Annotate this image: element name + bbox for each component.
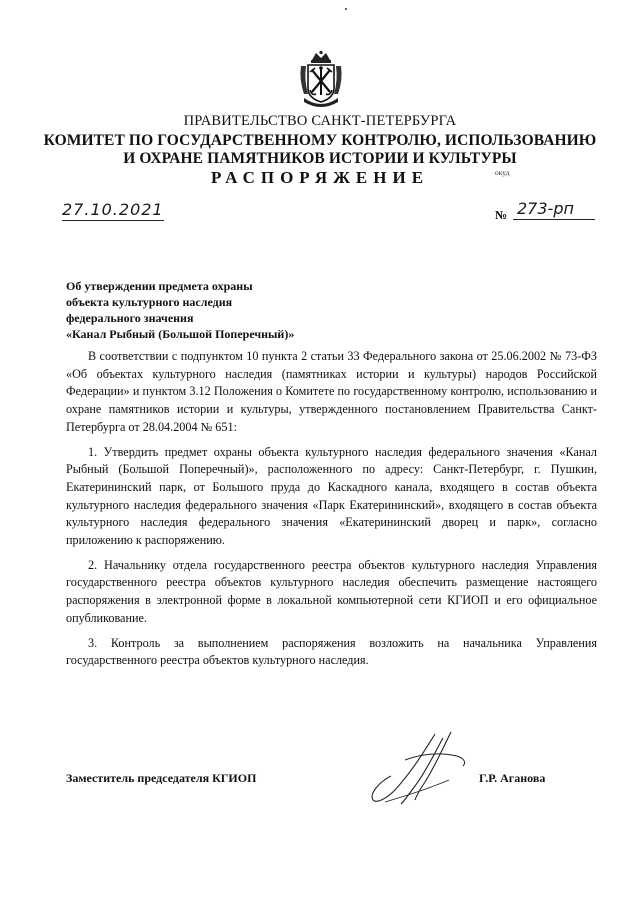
document-body: [66, 348, 597, 677]
clause-paragraph: 3. Контроль за выполнением распоряжения возложить на начальника Управления государственного реестра объектов культурного наследия.: [66, 635, 597, 668]
title-line: «Канал Рыбный (Большой Поперечный)»: [66, 327, 295, 341]
document-type: РАСПОРЯЖЕНИЕ: [210, 168, 430, 187]
clause-paragraph: 1. Утвердить предмет охраны объекта культурного наследия федерального значения «Канал Рыбный (Большой Поперечный)», расположенного по адресу: Санкт-Петербург, г. Пушкин, Екатерининский парк, от Большого пруда до Каскадного канала, входящего в состав объекта культурного наследия федерального значения «Парк Екатерининский», входящего в состав объекта культурного наследия федерального значения «Екатерининский дворец и парк», согласно приложению к распоряжению.: [66, 444, 597, 548]
committee-line: И ОХРАНЕ ПАМЯТНИКОВ ИСТОРИИ И КУЛЬТУРЫ: [123, 150, 517, 167]
title-line: объекта культурного наследия: [66, 295, 233, 309]
title-line: федерального значения: [66, 311, 194, 325]
st-petersburg-coat-of-arms-icon: [298, 50, 344, 108]
government-heading: ПРАВИТЕЛЬСТВО САНКТ-ПЕТЕРБУРГА: [183, 113, 457, 129]
signatory-name: Г.Р. Аганова: [479, 771, 546, 785]
clause-paragraph: 2. Начальнику отдела государственного реестра объектов культурного наследия Управления государственного реестра объектов культурного наследия обеспечить размещение настоящего распоряжения в электронной форме в локальной компьютерной сети КГИОП и его официальное опубликование.: [66, 557, 597, 625]
okud-label: окуд: [495, 168, 510, 177]
handwritten-number: 273-рп: [513, 199, 595, 220]
signatory-position: Заместитель председателя КГИОП: [66, 771, 257, 785]
committee-line: КОМИТЕТ ПО ГОСУДАРСТВЕННОМУ КОНТРОЛЮ, ИСПОЛЬЗОВАНИЮ: [43, 132, 597, 149]
scan-speck: [345, 8, 347, 10]
document-title: [66, 278, 386, 342]
handwritten-date: 27.10.2021: [62, 200, 164, 219]
title-line: Об утверждении предмета охраны: [66, 279, 253, 293]
preamble-paragraph: В соответствии с подпунктом 10 пункта 2 статьи 33 Федерального закона от 25.06.2002 № 73-ФЗ «Об объектах культурного наследия (памятниках истории и культуры) народов Российской Федерации» и пунктом 3.12 Положения о Комитете по государственному контролю, использованию и охране памятников истории и культуры, утвержденного постановлением Правительства Санкт-Петербурга от 28.04.2004 № 651:: [66, 349, 597, 434]
committee-heading: [40, 132, 600, 168]
number-label: №: [495, 208, 508, 222]
handwritten-signature: [365, 730, 475, 812]
